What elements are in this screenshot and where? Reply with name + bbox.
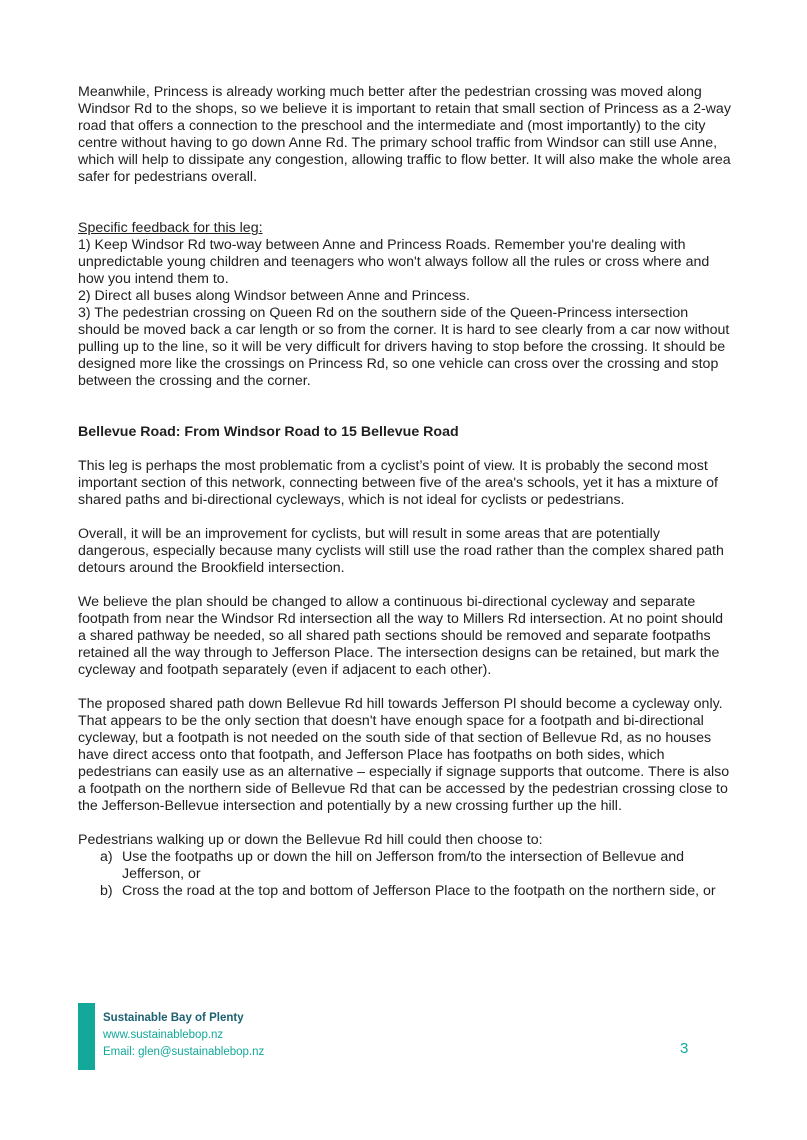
list-marker: b) — [100, 883, 113, 899]
footer-accent-bar — [78, 1003, 95, 1070]
document-body — [78, 84, 733, 900]
intro-paragraph: Meanwhile, Princess is already working much better after the pedestrian crossing was moved along Windsor Rd to the shops, so we believe it is important to retain that small section of Princess as a 2-way road that offers a connection to the preschool and the intermediate and (most importantly) to the city centre without having to go down Anne Rd. The primary school traffic from Windsor can still use Anne, which will help to dissipate any congestion, allowing traffic to flow better. It will also make the whole area safer for pedestrians overall. — [78, 84, 731, 185]
list-item — [78, 849, 733, 883]
list-item — [78, 883, 733, 900]
section-paragraph: The proposed shared path down Bellevue Rd hill towards Jefferson Pl should become a cycleway only. That appears to be the only section that doesn't have enough space for a footpath and bi-directional cycleway, but a footpath is not needed on the south side of that section of Bellevue Rd, as no houses have direct access onto that footpath, and Jefferson Place has footpaths on both sides, which pedestrians can easily use as an alternative – especially if signage supports that outcome. There is also a footpath on the northern side of Bellevue Rd that can be accessed by the pedestrian crossing close to the Jefferson-Bellevue intersection and potentially by a new crossing further up the hill. — [78, 696, 730, 814]
options-list — [78, 849, 733, 900]
feedback-item: 3) The pedestrian crossing on Queen Rd on the southern side of the Queen-Princess intersection should be moved back a car length or so from the corner. It is hard to see clearly from a car now without pulling up to the line, so it will be very difficult for drivers having to stop before the crossing. It should be designed more like the crossings on Princess Rd, so one vehicle can cross over the crossing and stop between the crossing and the corner. — [78, 305, 730, 389]
page-number: 3 — [680, 1040, 689, 1057]
footer-website: www.sustainablebop.nz — [103, 1029, 224, 1041]
list-text: Use the footpaths up or down the hill on Jefferson from/to the intersection of Bellevue and Jefferson, or — [122, 849, 685, 882]
list-marker: a) — [100, 849, 113, 865]
feedback-item: 1) Keep Windsor Rd two-way between Anne and Princess Roads. Remember you're dealing with unpredictable young children and teenagers who won't always follow all the rules or cross where and how you intend them to. — [78, 237, 710, 287]
footer-email: Email: glen@sustainablebop.nz — [103, 1046, 265, 1058]
section-paragraph: Overall, it will be an improvement for cyclists, but will result in some areas that are potentially dangerous, especially because many cyclists will still use the road rather than the complex shared path detours around the Brookfield intersection. — [78, 526, 724, 576]
footer-org-name: Sustainable Bay of Plenty — [103, 1012, 244, 1024]
section-heading: Bellevue Road: From Windsor Road to 15 Bellevue Road — [78, 424, 459, 440]
list-text: Cross the road at the top and bottom of Jefferson Place to the footpath on the northern side, or — [122, 883, 716, 899]
section-paragraph: Pedestrians walking up or down the Bellevue Rd hill could then choose to: — [78, 832, 543, 848]
feedback-item: 2) Direct all buses along Windsor between Anne and Princess. — [78, 288, 470, 304]
section-paragraph: We believe the plan should be changed to allow a continuous bi-directional cycleway and separate footpath from near the Windsor Rd intersection all the way to Millers Rd intersection. At no point should a shared pathway be needed, so all shared path sections should be removed and separate footpaths retained all the way through to Jefferson Place. The intersection designs can be retained, but mark the cycleway and footpath separately (even if adjacent to each other). — [78, 594, 724, 678]
feedback-heading: Specific feedback for this leg: — [78, 220, 263, 236]
section-paragraph: This leg is perhaps the most problematic from a cyclist’s point of view. It is probably the second most important section of this network, connecting between five of the area's schools, yet it has a mixture of shared paths and bi-directional cycleways, which is not ideal for cyclists or pedestrians. — [78, 458, 718, 508]
footer — [103, 1010, 264, 1061]
